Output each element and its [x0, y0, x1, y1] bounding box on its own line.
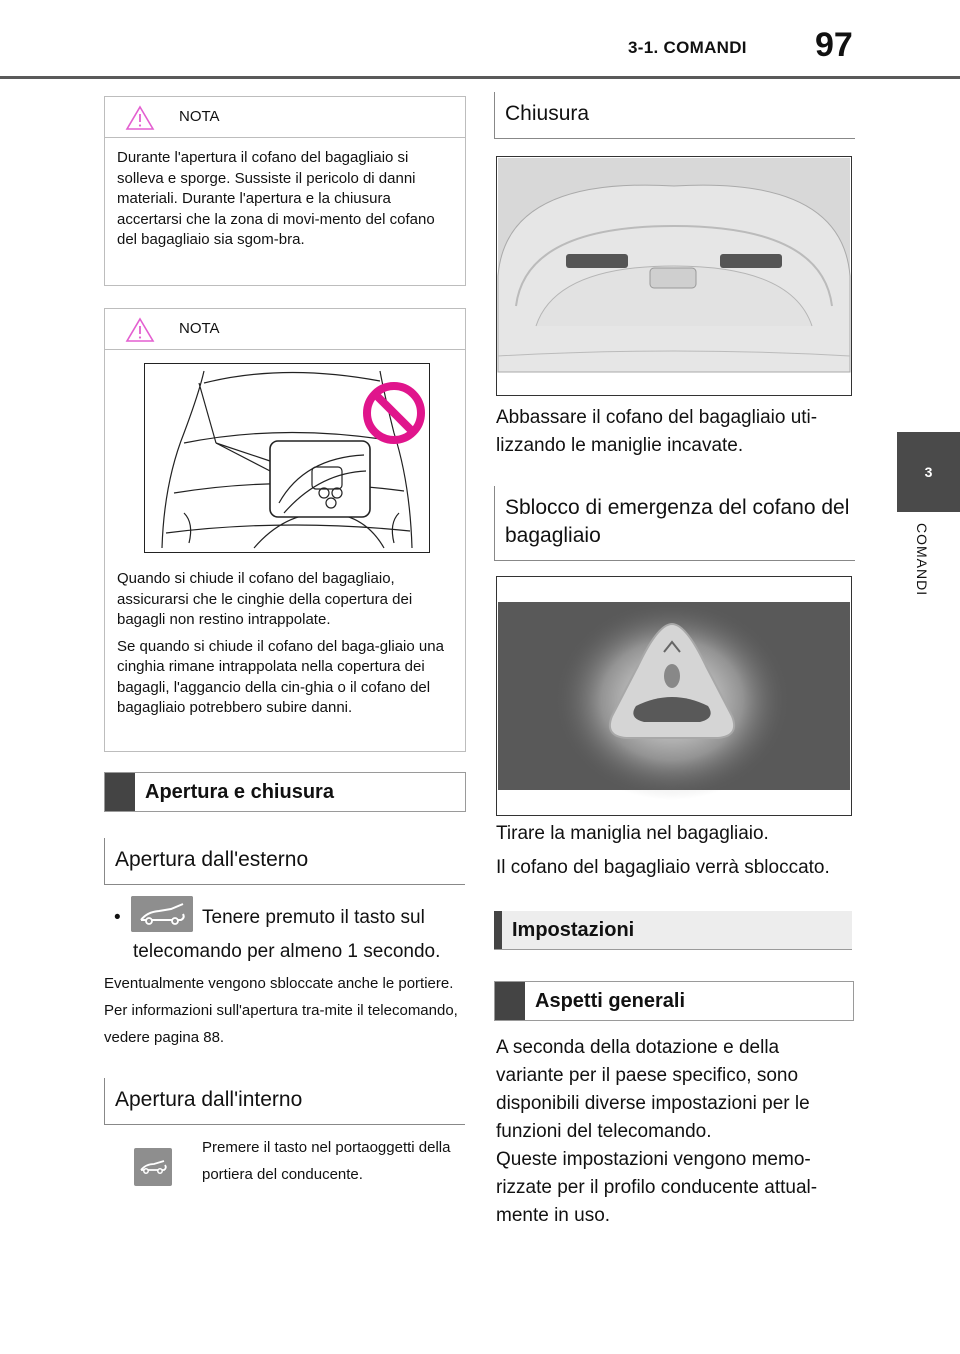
heading-text: Aspetti generali	[535, 989, 686, 1012]
note-paragraph: Se quando si chiude il cofano del baga-gliaio una cinghia rimane intrappolata nella copertura dei bagagli, l'aggancio della cin-ghia o il cofano del bagagliaio potrebbero subire danni.	[117, 637, 444, 716]
bullet-marker: •	[114, 907, 121, 928]
chapter-number: 3	[924, 464, 933, 480]
heading-text: Apertura e chiusura	[145, 780, 334, 803]
chiusura-text: Abbassare il cofano del bagagliaio uti-lizzando le maniglie incavate.	[496, 407, 818, 456]
subheading-esterno: Apertura dall'esterno	[104, 838, 465, 885]
heading-text: Impostazioni	[512, 918, 635, 941]
heading-marker	[494, 911, 502, 949]
heading-marker	[105, 773, 135, 811]
heading-marker	[495, 982, 525, 1020]
trunk-strap-illustration	[144, 363, 430, 553]
section-heading-apertura	[104, 772, 466, 812]
emergency-handle-photo	[496, 576, 852, 816]
aspetti-text-2: Queste impostazioni vengono memo-rizzate per il profilo conducente attual-mente in uso.	[496, 1149, 818, 1226]
sblocco-text-2: Il cofano del bagagliaio verrà sbloccato.	[496, 857, 830, 878]
subheading-chiusura: Chiusura	[494, 92, 855, 139]
trunk-open-icon	[131, 896, 193, 932]
chapter-label: COMANDI	[914, 523, 930, 597]
note-header	[105, 309, 465, 350]
chapter-tab	[897, 432, 960, 512]
section-title: 3-1. COMANDI	[628, 38, 747, 57]
note-text	[105, 559, 465, 735]
warning-triangle-icon	[125, 317, 155, 343]
bullet-line-1: Tenere premuto il tasto sul	[202, 907, 425, 928]
header-rule	[0, 76, 960, 79]
sblocco-text-1: Tirare la maniglia nel bagagliaio.	[496, 823, 769, 844]
note-label: NOTA	[179, 108, 220, 125]
note-box-1	[104, 96, 466, 286]
note-header	[105, 97, 465, 138]
aspetti-text-1: A seconda della dotazione e della variante per il paese specifico, sono disponibili diverse impostazioni per le funzioni del telecomando.	[496, 1037, 810, 1142]
trunk-button-icon	[134, 1148, 172, 1186]
section-heading-aspetti	[494, 981, 854, 1021]
note-paragraph: Quando si chiude il cofano del bagagliaio, assicurarsi che le cinghie della copertura dei bagagli non restino intrappolate.	[117, 570, 413, 628]
note-label: NOTA	[179, 320, 220, 337]
page-number: 97	[815, 26, 853, 64]
bullet-line-2: telecomando per almeno 1 secondo.	[133, 941, 441, 962]
interno-text: Premere il tasto nel portaoggetti della portiera del conducente.	[202, 1139, 451, 1183]
note-paragraph: Durante l'apertura il cofano del bagagliaio si solleva e sporge. Sussiste il pericolo di danni materiali. Durante l'apertura e la chiusura accertarsi che la zona di movi-mento del cofano del bagagliaio sia sgom-bra.	[117, 149, 435, 248]
subheading-sblocco: Sblocco di emergenza del cofano del bagagliaio	[494, 486, 855, 561]
warning-triangle-icon	[125, 105, 155, 131]
section-heading-impostazioni	[494, 911, 852, 950]
subheading-interno: Apertura dall'interno	[104, 1078, 465, 1125]
note-text	[105, 138, 465, 267]
trunk-lid-photo	[496, 156, 852, 396]
remote-info-text: Eventualmente vengono sbloccate anche le portiere. Per informazioni sull'apertura tra-mite il telecomando, vedere pagina 88.	[104, 975, 458, 1046]
note-box-2	[104, 308, 466, 752]
